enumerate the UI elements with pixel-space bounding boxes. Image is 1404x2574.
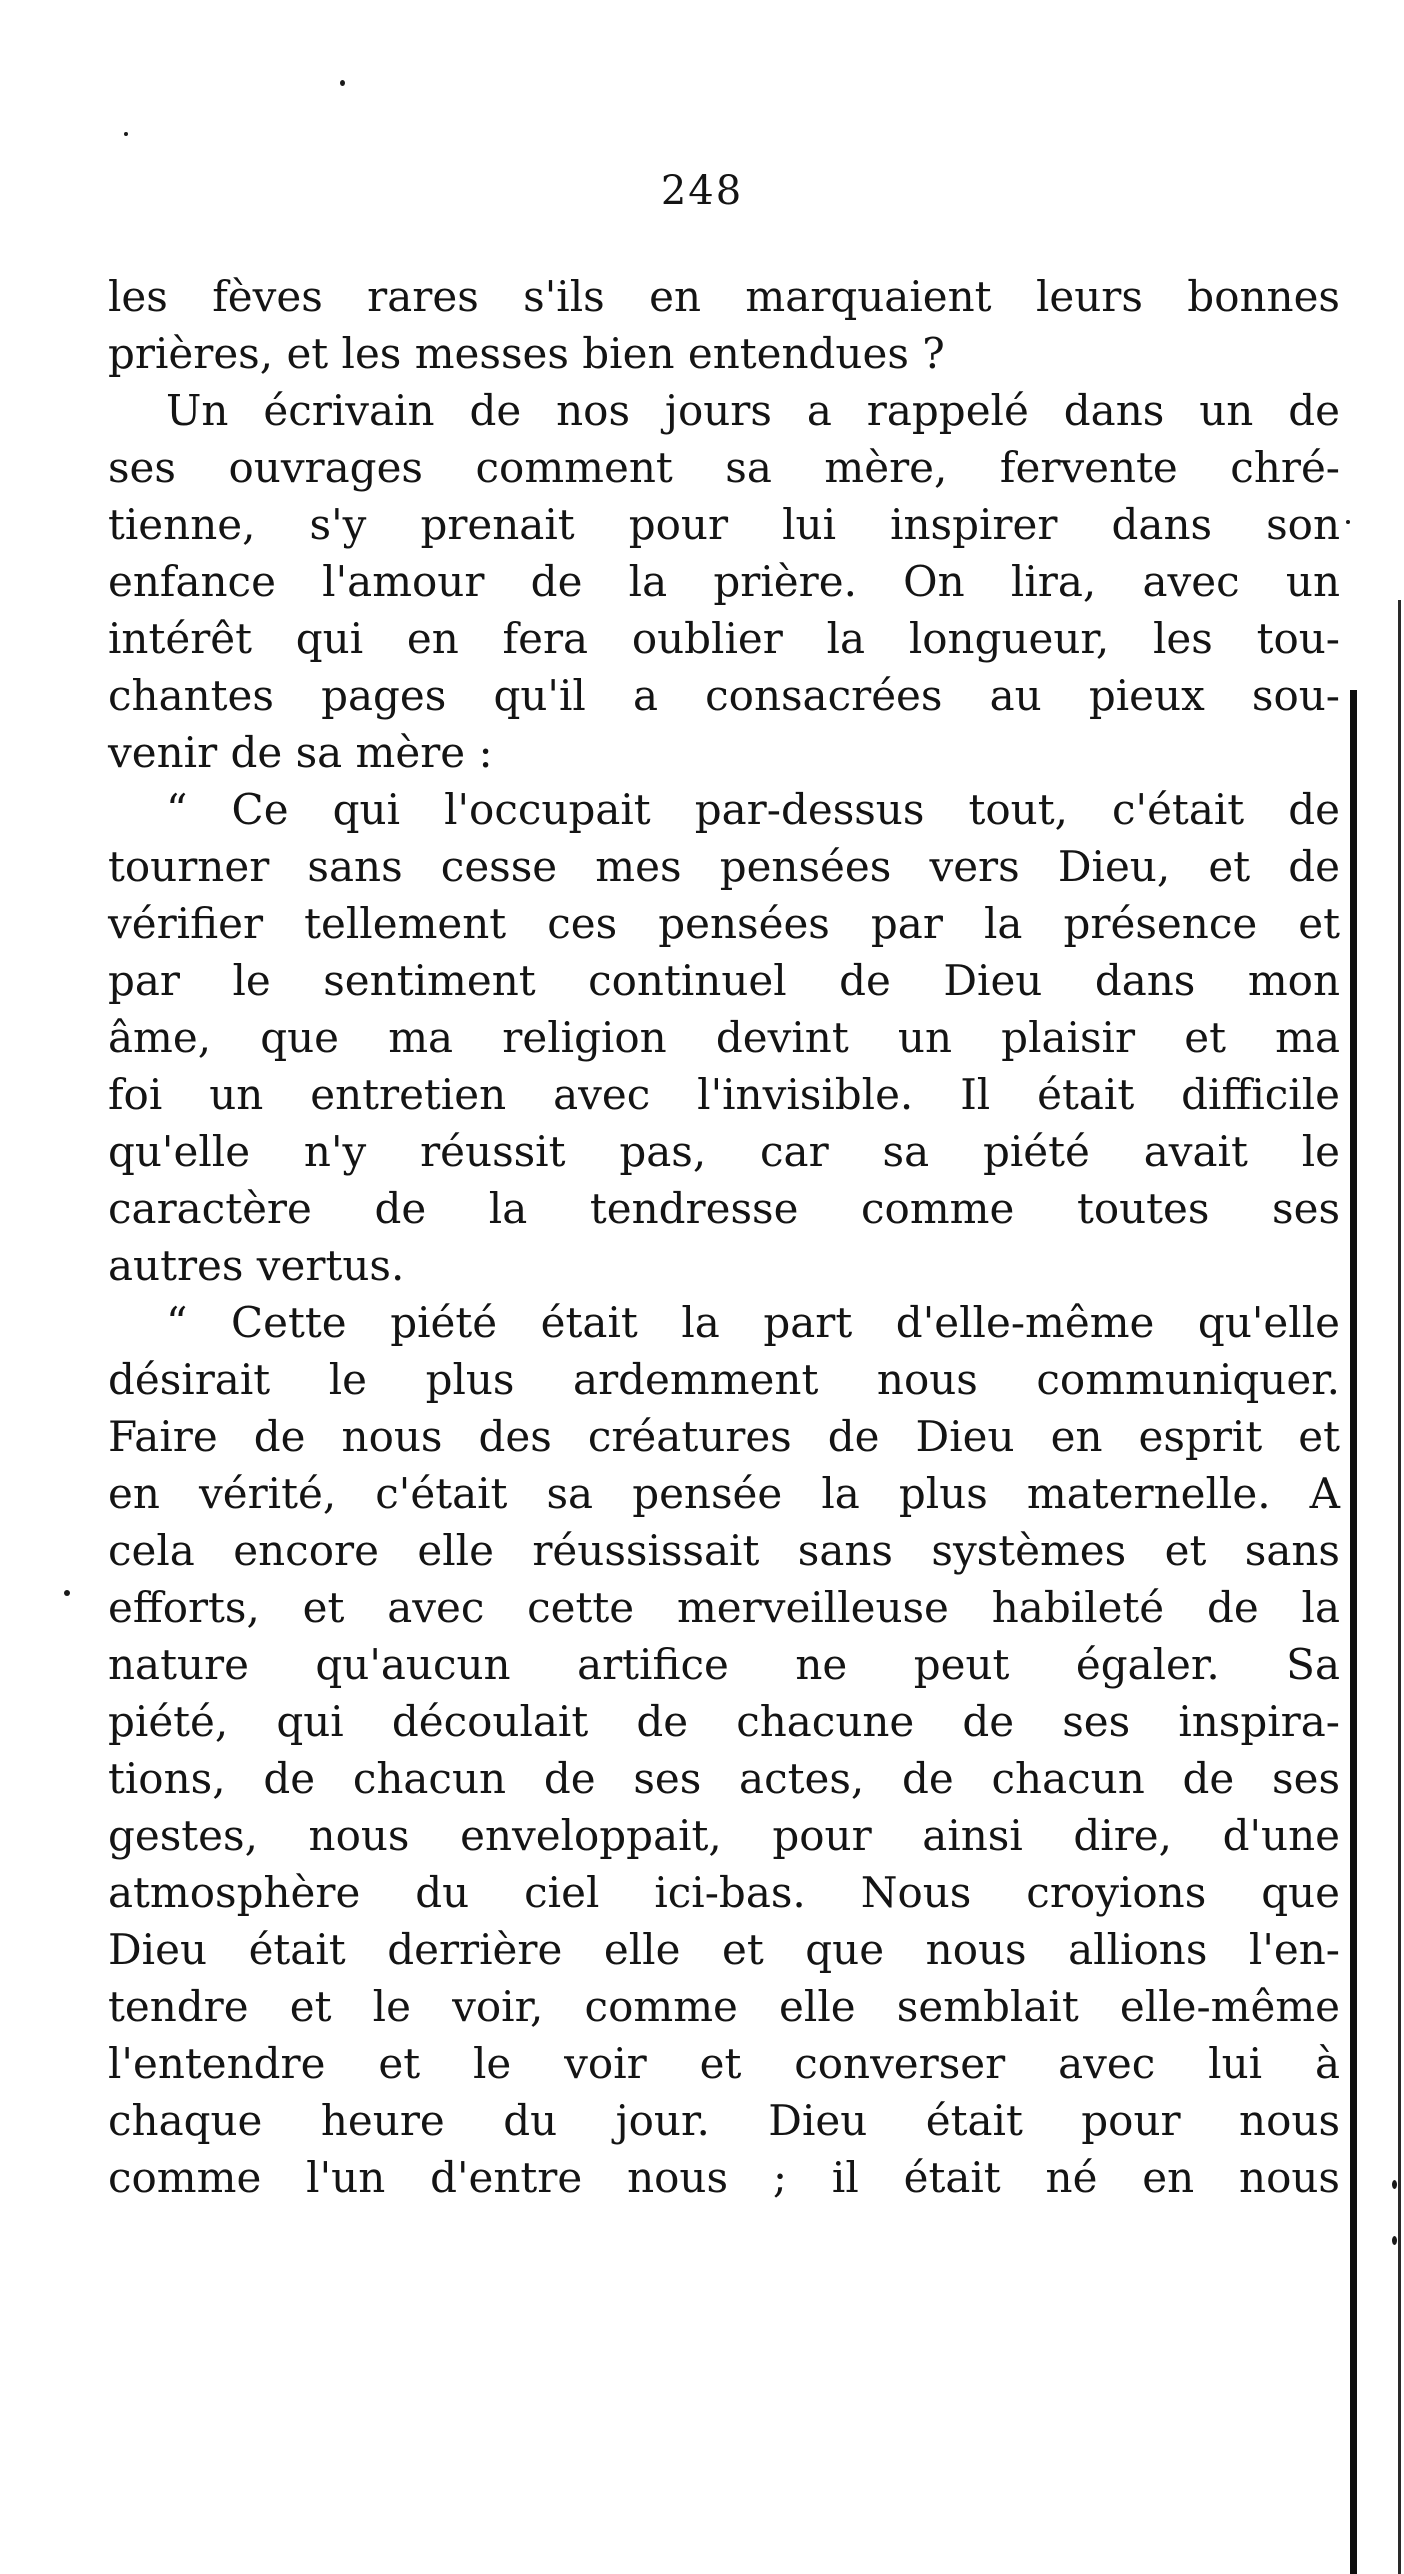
print-speck — [1392, 2180, 1397, 2189]
print-speck — [124, 132, 128, 136]
text-line: les fèves rares s'ils en marquaient leurs bonnes — [108, 272, 1340, 321]
text-line: caractère de la tendresse comme toutes ses — [108, 1184, 1340, 1233]
text-line: qu'elle n'y réussit pas, car sa piété avait le — [108, 1127, 1340, 1176]
text-line: “ Cette piété était la part d'elle-même qu'elle — [166, 1298, 1340, 1347]
text-line: Un écrivain de nos jours a rappelé dans un de — [166, 386, 1340, 435]
text-line: tourner sans cesse mes pensées vers Dieu, et de — [108, 842, 1340, 891]
text-line: nature qu'aucun artifice ne peut égaler. Sa — [108, 1640, 1340, 1689]
text-line: intérêt qui en fera oublier la longueur, les tou- — [108, 614, 1340, 663]
text-line: cela encore elle réussissait sans systèmes et sans — [108, 1526, 1340, 1575]
text-line: désirait le plus ardemment nous communiquer. — [108, 1355, 1340, 1404]
text-line: tendre et le voir, comme elle semblait elle-même — [108, 1982, 1340, 2031]
text-line: prières, et les messes bien entendues ? — [108, 329, 945, 378]
text-line: “ Ce qui l'occupait par-dessus tout, c'était de — [166, 785, 1340, 834]
page-edge-rule — [1350, 690, 1357, 2574]
print-speck — [64, 1590, 70, 1596]
text-line: ses ouvrages comment sa mère, fervente chré- — [108, 443, 1340, 492]
text-line: tions, de chacun de ses actes, de chacun de ses — [108, 1754, 1340, 1803]
text-line: l'entendre et le voir et converser avec lui à — [108, 2039, 1340, 2088]
text-line: âme, que ma religion devint un plaisir et ma — [108, 1013, 1340, 1062]
text-line: par le sentiment continuel de Dieu dans mon — [108, 956, 1340, 1005]
body-text — [108, 268, 1340, 2206]
text-line: piété, qui découlait de chacune de ses inspira- — [108, 1697, 1340, 1746]
text-line: foi un entretien avec l'invisible. Il était difficile — [108, 1070, 1340, 1119]
text-line: efforts, et avec cette merveilleuse habileté de la — [108, 1583, 1340, 1632]
page-edge-shadow — [1398, 600, 1401, 2574]
page-number: 248 — [660, 168, 744, 214]
text-line: chaque heure du jour. Dieu était pour nous — [108, 2096, 1340, 2145]
text-line: gestes, nous enveloppait, pour ainsi dire, d'une — [108, 1811, 1340, 1860]
text-line: vérifier tellement ces pensées par la présence et — [108, 899, 1340, 948]
text-line: venir de sa mère : — [108, 728, 493, 777]
text-line: Dieu était derrière elle et que nous allions l'en- — [108, 1925, 1340, 1974]
text-line: chantes pages qu'il a consacrées au pieux sou- — [108, 671, 1340, 720]
text-line: Faire de nous des créatures de Dieu en esprit et — [108, 1412, 1340, 1461]
text-line: comme l'un d'entre nous ; il était né en nous — [108, 2153, 1340, 2202]
print-speck — [1392, 2236, 1397, 2245]
text-line: en vérité, c'était sa pensée la plus maternelle. A — [108, 1469, 1340, 1518]
text-line: autres vertus. — [108, 1241, 405, 1290]
text-line: enfance l'amour de la prière. On lira, avec un — [108, 557, 1340, 606]
text-line: tienne, s'y prenait pour lui inspirer dans son — [108, 500, 1340, 549]
print-speck — [340, 80, 345, 86]
print-speck — [1346, 520, 1350, 524]
text-line: atmosphère du ciel ici-bas. Nous croyions que — [108, 1868, 1340, 1917]
